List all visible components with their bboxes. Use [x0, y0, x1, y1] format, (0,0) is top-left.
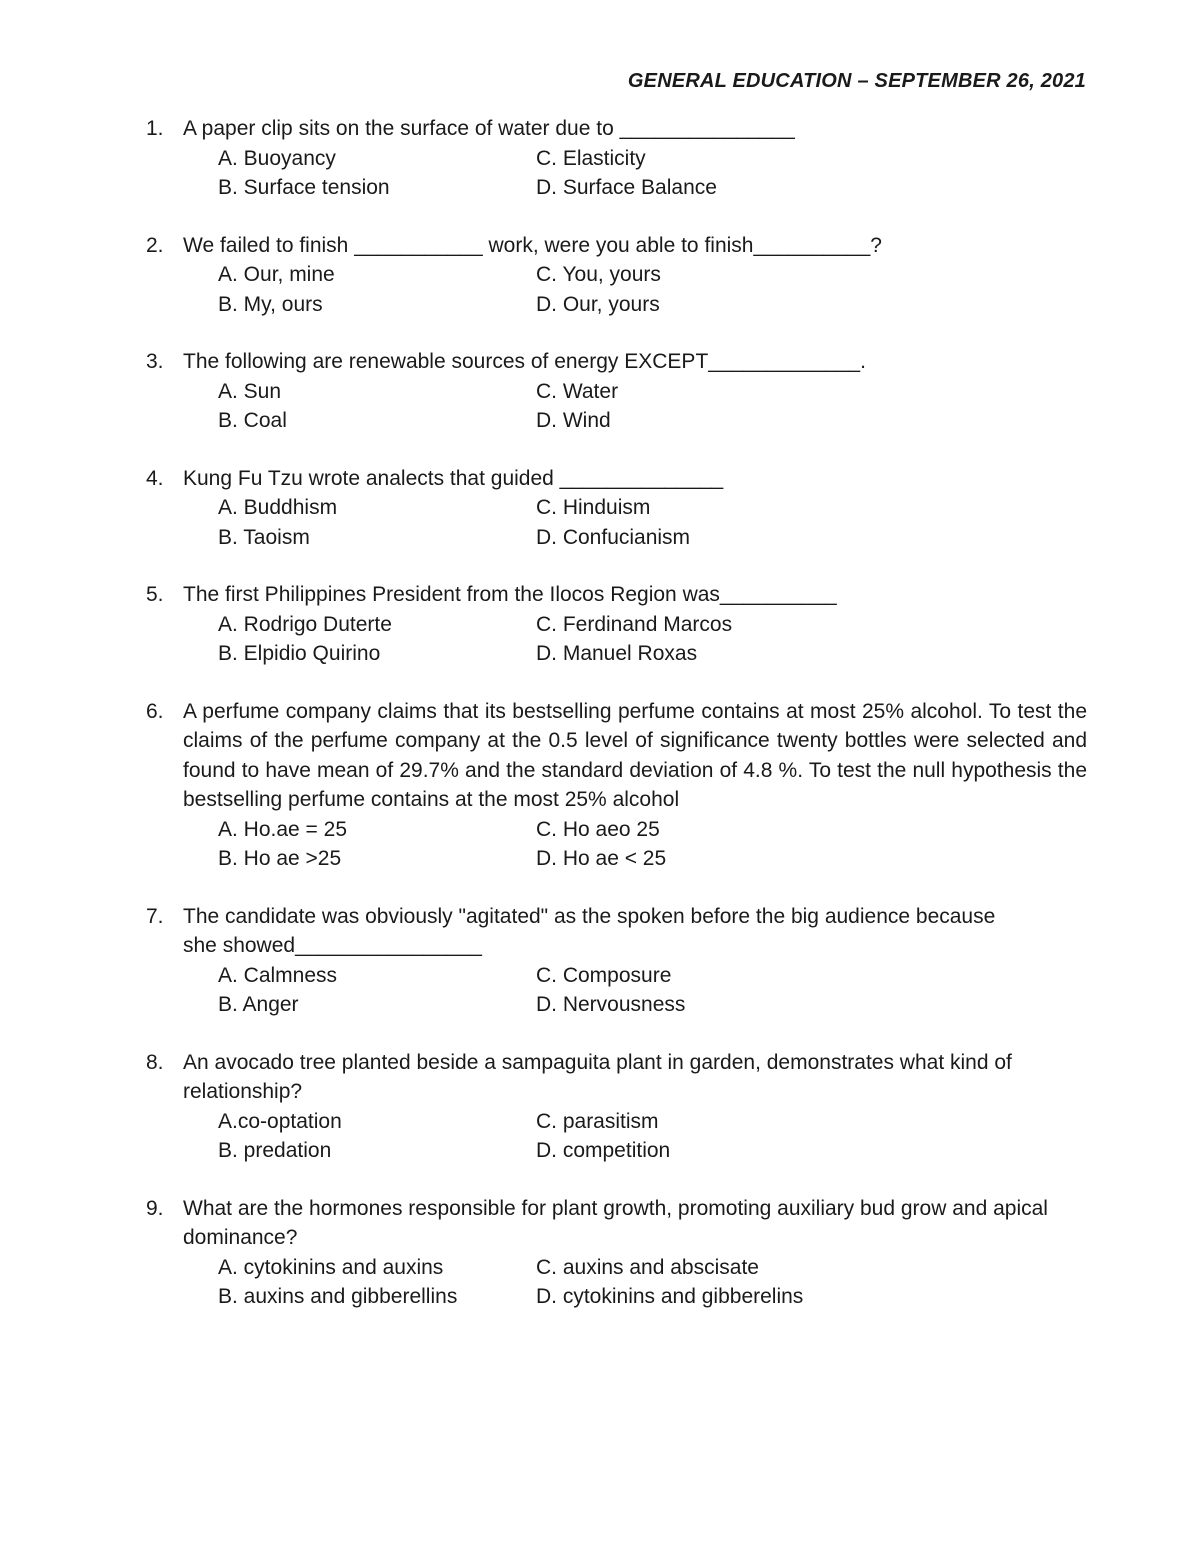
question-item [0, 114, 1200, 203]
question-item [0, 697, 1200, 874]
option-c: C. parasitism [536, 1109, 659, 1133]
question-stem: What are the hormones responsible for plant growth, promoting auxiliary bud grow and apical dominance? [183, 1196, 1048, 1249]
answer-options [218, 1253, 1200, 1312]
answer-options [218, 961, 1200, 1020]
option-b: B. Taoism [218, 525, 310, 549]
answer-options [218, 260, 1200, 319]
option-b: B. auxins and gibberellins [218, 1285, 458, 1308]
option-c: C. You, yours [536, 263, 661, 286]
question-stem: A perfume company claims that its bestselling perfume contains at most 25% alcohol. To test the claims of the perfume company at the 0.5 level of significance twenty bottles were selected and found to have mean of 29.7% and the standard deviation of 4.8 %. To test the null hypothesis the bestselling perfume contains at the most 25% alcohol [183, 699, 1087, 811]
question-stem: We failed to finish ___________ work, were you able to finish__________? [183, 233, 882, 257]
option-c: C. Hinduism [536, 496, 651, 519]
option-b: B. Anger [218, 993, 299, 1016]
option-d: D. cytokinins and gibberelins [536, 1285, 804, 1308]
option-c: C. Composure [536, 963, 672, 987]
option-d: D. Nervousness [536, 993, 686, 1016]
option-d: D. Wind [536, 409, 611, 432]
question-number: 9. [146, 1196, 164, 1220]
question-number: 4. [146, 466, 164, 490]
question-stem: Kung Fu Tzu wrote analects that guided ______________ [183, 466, 724, 490]
question-stem: An avocado tree planted beside a sampaguita plant in garden, demonstrates what kind of relationship? [183, 1050, 1012, 1103]
option-b: B. Surface tension [218, 176, 390, 199]
question-stem: The candidate was obviously "agitated" as the spoken before the big audience because she showed________________ [183, 904, 996, 957]
option-a: A. Calmness [218, 963, 338, 987]
answer-options [218, 493, 1200, 552]
option-c: C. auxins and abscisate [536, 1255, 759, 1279]
exam-header: GENERAL EDUCATION – SEPTEMBER 26, 2021 [627, 70, 1086, 92]
option-a: A. Rodrigo Duterte [218, 612, 392, 636]
question-item [0, 1194, 1200, 1312]
question-stem: A paper clip sits on the surface of water due to _______________ [183, 117, 795, 140]
option-c: C. Elasticity [536, 146, 646, 170]
answer-options [218, 377, 1200, 436]
option-b: B. Ho ae >25 [218, 847, 342, 870]
question-list [0, 114, 1200, 1340]
question-number: 3. [146, 350, 164, 373]
option-d: D. Manuel Roxas [536, 642, 698, 665]
option-a: A.co-optation [218, 1109, 342, 1133]
option-a: A. Ho.ae = 25 [218, 817, 348, 841]
question-item [0, 1048, 1200, 1166]
option-a: A. Sun [218, 379, 282, 403]
question-number: 1. [146, 117, 164, 140]
question-number: 5. [146, 583, 164, 606]
option-b: B. Elpidio Quirino [218, 642, 381, 665]
question-item [0, 347, 1200, 436]
question-number: 7. [146, 904, 164, 928]
option-d: D. competition [536, 1139, 671, 1162]
question-stem: The following are renewable sources of energy EXCEPT_____________. [183, 350, 866, 373]
option-c: C. Ho aeo 25 [536, 817, 660, 841]
option-d: D. Confucianism [536, 525, 691, 549]
option-b: B. My, ours [218, 292, 323, 316]
option-b: B. predation [218, 1139, 332, 1162]
option-b: B. Coal [218, 409, 287, 432]
answer-options [218, 610, 1200, 669]
question-stem: The first Philippines President from the Ilocos Region was__________ [183, 583, 837, 606]
option-d: D. Our, yours [536, 292, 660, 316]
option-c: C. Water [536, 379, 619, 403]
answer-options [218, 144, 1200, 203]
answer-options [218, 1107, 1200, 1166]
question-item [0, 231, 1200, 320]
question-number: 8. [146, 1050, 164, 1074]
question-item [0, 902, 1200, 1020]
option-a: A. Buddhism [218, 496, 338, 519]
question-item [0, 580, 1200, 669]
question-number: 6. [146, 699, 164, 723]
question-item [0, 464, 1200, 553]
question-number: 2. [146, 233, 164, 257]
option-d: D. Ho ae < 25 [536, 847, 667, 870]
option-c: C. Ferdinand Marcos [536, 612, 733, 636]
option-a: A. cytokinins and auxins [218, 1255, 444, 1279]
option-d: D. Surface Balance [536, 176, 717, 199]
answer-options [218, 815, 1200, 874]
option-a: A. Buoyancy [218, 146, 336, 170]
option-a: A. Our, mine [218, 263, 335, 286]
